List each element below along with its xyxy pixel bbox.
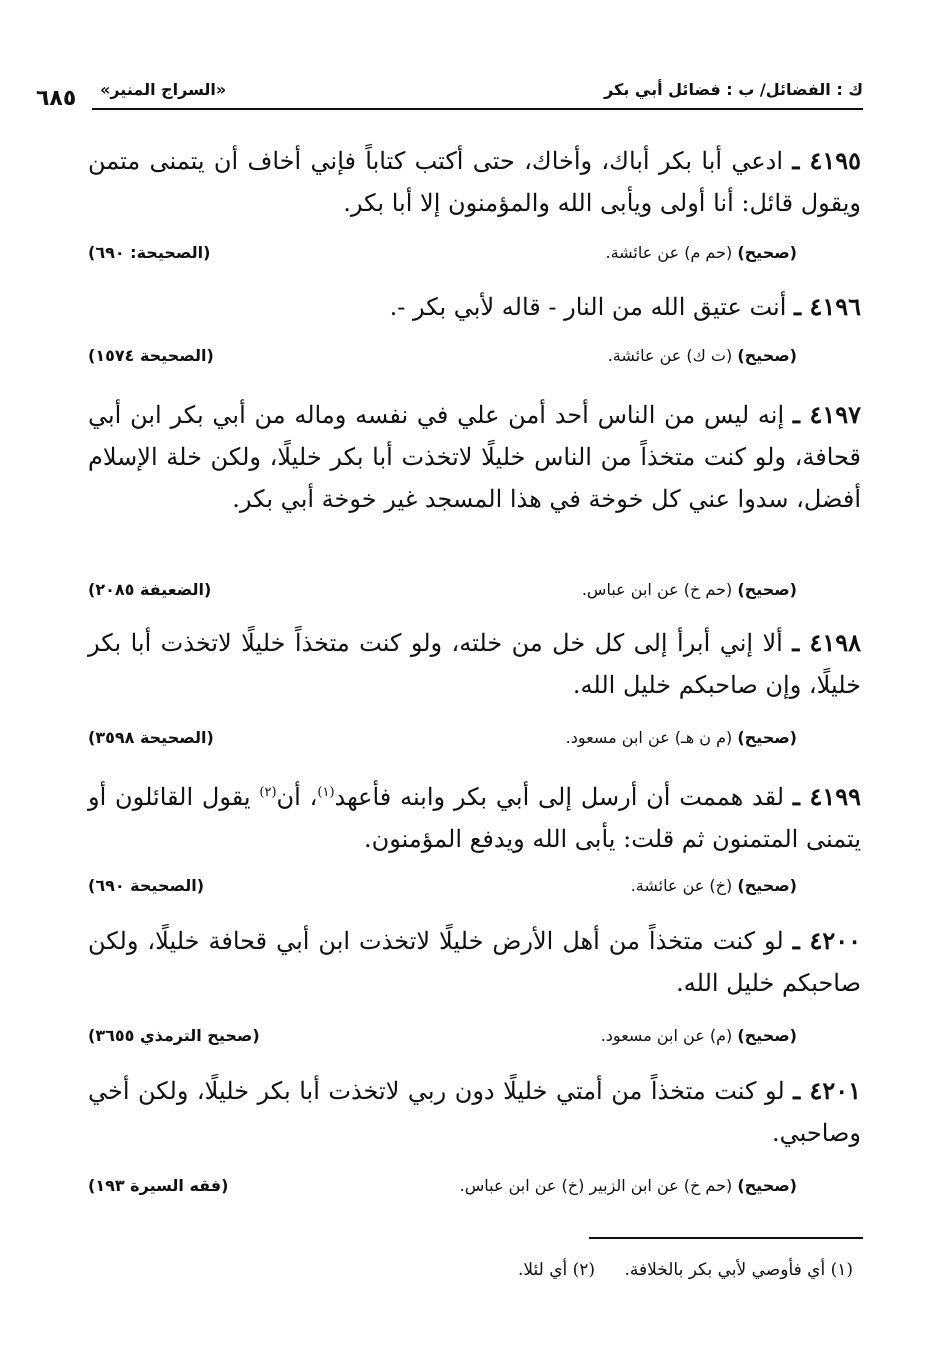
- hadith-number: ٤١٩٦ ـ: [794, 292, 861, 321]
- hadith-text: لو كنت متخذاً من أمتي خليلًا دون ربي لاتخذت أبا بكر خليلًا، ولكن أخي وصاحبي.: [88, 1077, 861, 1147]
- hadith-narrator: (م ن هـ) عن ابن مسعود.: [565, 728, 733, 747]
- hadith-reference: (الصحيحة ٣٥٩٨): [88, 728, 214, 747]
- hadith-number: ٤١٩٨ ـ: [792, 628, 861, 657]
- hadith-source-4199: [88, 876, 861, 900]
- hadith-grade: (صحيح): [737, 1026, 797, 1045]
- hadith-reference: (صحيح الترمذي ٣٦٥٥): [88, 1026, 260, 1045]
- hadith-reference: (فقه السيرة ١٩٣): [88, 1176, 229, 1195]
- hadith-narrator: (حم خ) عن ابن عباس.: [581, 580, 733, 599]
- hadith-narrator: (خ) عن عائشة.: [630, 876, 733, 895]
- footnotes: [494, 1260, 853, 1280]
- hadith-text-part-2: ، أن: [276, 783, 318, 811]
- hadith-source-4200: [88, 1026, 861, 1050]
- hadith-source-4198: [88, 728, 861, 752]
- book-title-header: «السراج المنير»: [100, 80, 227, 99]
- footnote-2: (٢) أي لئلا.: [517, 1260, 596, 1280]
- hadith-narrator: (م) عن ابن مسعود.: [600, 1026, 733, 1045]
- hadith-source-4195: [88, 243, 861, 267]
- hadith-source-4201: [88, 1176, 861, 1200]
- hadith-reference: (الصحيحة ١٥٧٤): [88, 346, 214, 365]
- hadith-grade: (صحيح): [737, 346, 797, 365]
- hadith-text: ادعي أبا بكر أباك، وأخاك، حتى أكتب كتاباً فإني أخاف أن يتمنى متمن ويقول قائل: أنا أولى ويأبى الله والمؤمنون إلا أبا بكر.: [88, 147, 861, 217]
- hadith-4201: [88, 1070, 861, 1154]
- hadith-grade: (صحيح): [737, 1176, 797, 1195]
- hadith-grade: (صحيح): [737, 243, 797, 262]
- hadith-text-part-1: لقد هممت أن أرسل إلى أبي بكر وابنه فأعهد: [334, 783, 785, 811]
- hadith-text: لو كنت متخذاً من أهل الأرض خليلًا لاتخذت ابن أبي قحافة خليلًا، ولكن صاحبكم خليل الله.: [88, 927, 861, 997]
- hadith-text: إنه ليس من الناس أحد أمن علي في نفسه وماله من أبي بكر ابن أبي قحافة، ولو كنت متخذاً من الناس خليلًا لاتخذت أبا بكر خليلًا، ولكن خلة الإسلام أفضل، سدوا عني كل خوخة في هذا المسجد غير خوخة أبي بكر.: [88, 401, 861, 513]
- hadith-grade: (صحيح): [737, 876, 797, 895]
- hadith-number: ٤١٩٥ ـ: [792, 146, 861, 175]
- hadith-source-4197: [88, 580, 861, 604]
- hadith-reference: (الصحيحة: ٦٩٠): [88, 243, 211, 262]
- hadith-reference: (الضعيفة ٢٠٨٥): [88, 580, 212, 599]
- hadith-number: ٤٢٠١ ـ: [793, 1076, 861, 1105]
- hadith-4196: [88, 286, 861, 328]
- hadith-narrator: (حم خ) عن ابن الزبير (خ) عن ابن عباس.: [459, 1176, 733, 1195]
- hadith-text-part-3: يقول القائلون أو يتمنى المتمنون ثم قلت: يأبى الله ويدفع المؤمنون.: [88, 783, 861, 853]
- hadith-number: ٤١٩٧ ـ: [792, 400, 861, 429]
- hadith-number: ٤١٩٩ ـ: [792, 782, 861, 811]
- hadith-grade: (صحيح): [737, 728, 797, 747]
- hadith-grade: (صحيح): [737, 580, 797, 599]
- chapter-header: ك : الفضائل/ ب : فضائل أبي بكر: [604, 80, 863, 99]
- hadith-text: أنت عتيق الله من النار - قاله لأبي بكر -.: [389, 293, 787, 321]
- hadith-text: ألا إني أبرأ إلى كل خل من خلته، ولو كنت متخذاً خليلًا لاتخذت أبا بكر خليلًا، وإن صاحبكم خليل الله.: [88, 629, 861, 699]
- hadith-4198: [88, 622, 861, 706]
- header-divider: [92, 108, 863, 110]
- page-number: ٦٨٥: [36, 86, 77, 111]
- hadith-4197: [88, 394, 861, 520]
- hadith-source-4196: [88, 346, 861, 370]
- footnote-1: (١) أي فأوصي لأبي بكر بالخلافة.: [624, 1260, 853, 1280]
- hadith-4199: [88, 772, 861, 860]
- footnote-divider: [589, 1237, 863, 1239]
- footnote-ref-2[interactable]: (٢): [259, 785, 277, 800]
- hadith-4195: [88, 140, 861, 224]
- hadith-number: ٤٢٠٠ ـ: [792, 926, 861, 955]
- footnote-ref-1[interactable]: (١): [317, 785, 335, 800]
- hadith-reference: (الصحيحة ٦٩٠): [88, 876, 205, 895]
- hadith-4200: [88, 920, 861, 1004]
- hadith-narrator: (حم م) عن عائشة.: [605, 243, 733, 262]
- hadith-narrator: (ت ك) عن عائشة.: [607, 346, 733, 365]
